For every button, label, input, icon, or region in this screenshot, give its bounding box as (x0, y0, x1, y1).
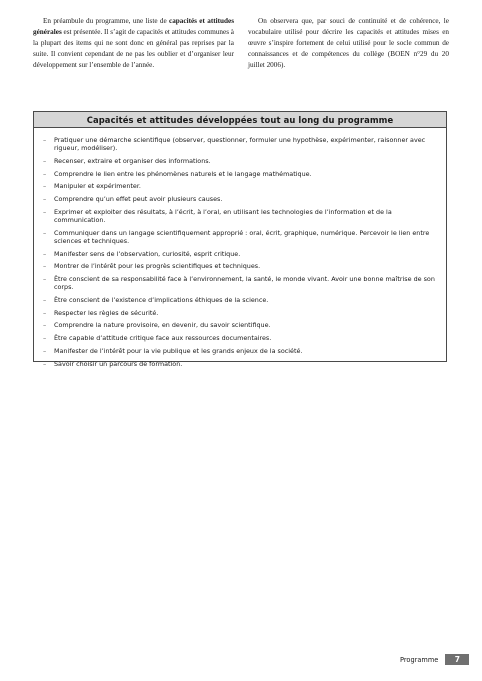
list-item-text: Savoir choisir un parcours de formation. (54, 359, 183, 368)
dash-bullet: – (43, 136, 47, 144)
intro-right-paragraph: On observera que, par souci de continuité et de cohérence, le vocabulaire utilisé pour décrire les capacités et attitudes mises en œuvre s’inspire fortement de celui utilisé pour le socle commun de connaissances et de compétences du collège (BOEN n°29 du 20 juillet 2006). (248, 17, 449, 69)
list-item-text: Manipuler et expérimenter. (54, 182, 141, 191)
intro-left-paragraph (33, 16, 234, 71)
intro-section (33, 16, 449, 71)
list-item-text: Respecter les règles de sécurité. (54, 308, 159, 317)
list-item (43, 229, 438, 246)
list-item-text: Être capable d’attitude critique face aux ressources documentaires. (54, 334, 272, 343)
dash-bullet: – (43, 334, 47, 343)
list-item (43, 170, 438, 178)
list-item (43, 208, 438, 225)
dash-bullet: – (43, 359, 47, 368)
list-item-text: Comprendre la nature provisoire, en devenir, du savoir scientifique. (54, 321, 271, 330)
capacities-box (33, 111, 447, 368)
list-item-text: Montrer de l’intérêt pour les progrès scientifiques et techniques. (54, 262, 261, 271)
list-item (43, 275, 438, 292)
list-item-text: Communiquer dans un langage scientifiquement approprié : oral, écrit, graphique, numérique. Percevoir le lien entre sciences et techniques. (54, 228, 430, 246)
page-number: 7 (445, 654, 469, 665)
list-item (43, 309, 438, 317)
intro-left-text-end: est présentée. Il s’agit de capacités et attitudes communes à la plupart des items qui ne sont donc en général pas reprises par la suite. Il convient cependant de ne pas les oublier et d’organiser leur développement sur l’ensemble de l’année. (33, 28, 234, 69)
list-item-text: Exprimer et exploiter des résultats, à l’écrit, à l’oral, en utilisant les technologies de l’information et de la communication. (54, 207, 392, 225)
list-item (43, 334, 438, 342)
dash-bullet: – (43, 275, 47, 284)
dash-bullet: – (43, 262, 47, 271)
dash-bullet: – (43, 169, 47, 178)
page-footer (400, 654, 469, 665)
list-item (43, 182, 438, 190)
list-item (43, 296, 438, 304)
dash-bullet: – (43, 207, 47, 216)
list-item (43, 321, 438, 329)
list-item-text: Comprendre qu’un effet peut avoir plusieurs causes. (54, 195, 223, 204)
dash-bullet: – (43, 195, 47, 204)
list-item-text: Manifester sens de l’observation, curiosité, esprit critique. (54, 249, 241, 258)
list-item-text: Recenser, extraire et organiser des informations. (54, 156, 211, 165)
dash-bullet: – (43, 156, 47, 165)
dash-bullet: – (43, 228, 47, 237)
list-item-text: Pratiquer une démarche scientifique (observer, questionner, formuler une hypothèse, expérimenter, raisonner avec rigueur, modéliser). (54, 136, 426, 153)
list-item-text: Manifester de l’intérêt pour la vie publique et les grands enjeux de la société. (54, 346, 303, 355)
list-item (43, 136, 438, 153)
intro-left-text-start: En préambule du programme, une liste de (43, 17, 170, 25)
dash-bullet: – (43, 346, 47, 355)
list-item-text: Être conscient de sa responsabilité face à l’environnement, la santé, le monde vivant. Avoir une bonne maîtrise de son corps. (54, 275, 435, 292)
dash-bullet: – (43, 296, 47, 305)
dash-bullet: – (43, 249, 47, 258)
list-item (43, 262, 438, 270)
list-item (43, 347, 438, 355)
list-item (43, 360, 438, 368)
dash-bullet: – (43, 182, 47, 191)
footer-section-label: Programme (400, 655, 439, 664)
box-title: Capacités et attitudes développées tout au long du programme (34, 112, 446, 128)
dash-bullet: – (43, 308, 47, 317)
list-item-text: Être conscient de l’existence d’implications éthiques de la science. (54, 296, 269, 305)
capacities-list (34, 128, 446, 368)
list-item (43, 195, 438, 203)
list-item-text: Comprendre le lien entre les phénomènes naturels et le langage mathématique. (54, 169, 312, 178)
intro-left-bold-text: capacités et attitudes générales (33, 17, 234, 36)
dash-bullet: – (43, 321, 47, 330)
list-item (43, 157, 438, 165)
list-item (43, 250, 438, 258)
